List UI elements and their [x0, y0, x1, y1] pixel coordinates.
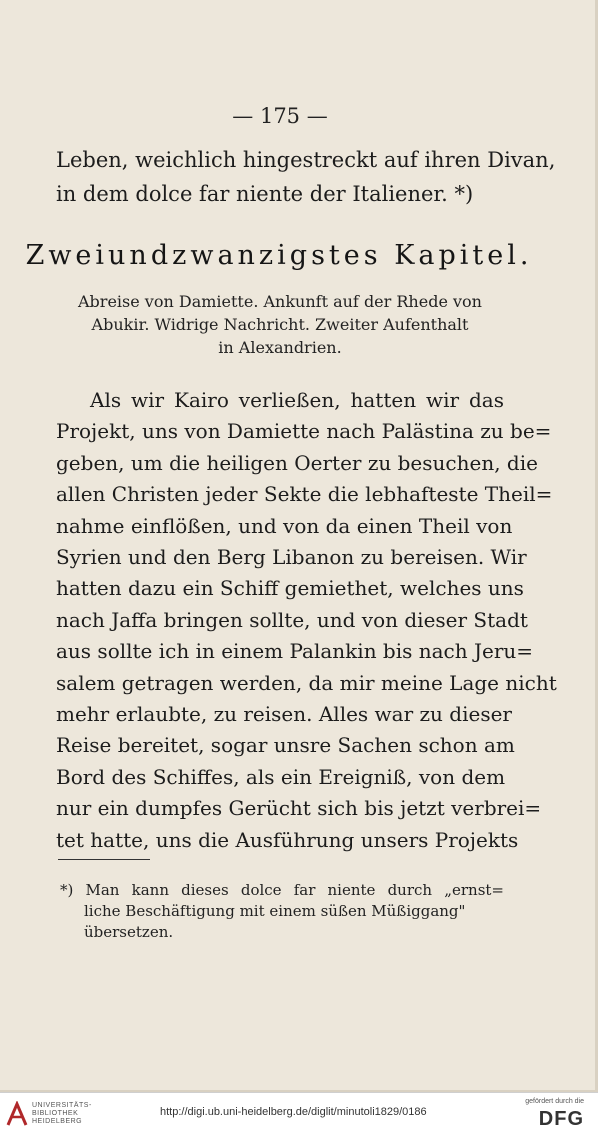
text-line: allen Christen jeder Sekte die lebhafteste Theil= — [56, 482, 553, 507]
text-line: Syrien und den Berg Libanon zu bereisen. Wir — [56, 545, 527, 570]
text-line: Reise bereitet, sogar unsre Sachen schon am — [56, 733, 515, 758]
text-line: Leben, weichlich hingestreckt auf ihren Divan, — [56, 148, 556, 172]
footnote-line: übersetzen. — [84, 923, 174, 941]
footnote — [60, 880, 504, 943]
viewer-footer — [0, 1092, 598, 1136]
body-paragraph — [56, 385, 557, 856]
text-line: geben, um die heiligen Oerter zu besuchen, die — [56, 450, 538, 475]
text-line: Als wir Kairo verließen, hatten wir das — [90, 388, 504, 412]
chapter-summary — [56, 290, 504, 359]
permalink-url[interactable]: http://digi.ub.uni-heidelberg.de/diglit/minutoli1829/0186 — [160, 1106, 427, 1118]
carry-over-paragraph — [56, 143, 556, 211]
summary-line: Abreise von Damiette. Ankunft auf der Rhede von — [78, 292, 482, 311]
footnote-line: liche Beschäftigung mit einem süßen Müßiggang" — [84, 902, 466, 920]
footnote-line: *) Man kann dieses dolce far niente durch „ernst= — [60, 881, 504, 899]
text-line: nach Jaffa bringen sollte, und von dieser Stadt — [56, 607, 528, 632]
dfg-logo: DFG — [538, 1108, 584, 1130]
text-line: Bord des Schiffes, als ein Ereigniß, von dem — [56, 764, 506, 789]
library-logo-text: UNIVERSITÄTS- BIBLIOTHEK HEIDELBERG — [32, 1102, 92, 1125]
text-line: nur ein dumpfes Gerücht sich bis jetzt verbrei= — [56, 796, 542, 821]
text-line: nahme einflößen, und von da einen Theil von — [56, 513, 513, 538]
chapter-title: Zweiundzwanzigstes Kapitel. — [25, 240, 533, 271]
funded-by-label: gefördert durch die — [525, 1098, 584, 1105]
text-line: hatten dazu ein Schiff gemiethet, welches uns — [56, 576, 524, 601]
library-logo-icon — [6, 1101, 28, 1127]
text-line: in dem dolce far niente der Italiener. *) — [56, 182, 474, 206]
footnote-rule — [58, 859, 150, 860]
text-line: mehr erlaubte, zu reisen. Alles war zu dieser — [56, 702, 512, 727]
summary-line: in Alexandrien. — [218, 338, 342, 357]
text-line: aus sollte ich in einem Palankin bis nach Jeru= — [56, 639, 534, 664]
summary-line: Abukir. Widrige Nachricht. Zweiter Aufenthalt — [91, 315, 469, 334]
text-line: salem getragen werden, da mir meine Lage nicht — [56, 670, 557, 695]
text-line: tet hatte, uns die Ausführung unsers Projekts — [56, 827, 519, 852]
text-line: Projekt, uns von Damiette nach Palästina zu be= — [56, 419, 552, 444]
page-number: — 175 — — [232, 104, 328, 128]
